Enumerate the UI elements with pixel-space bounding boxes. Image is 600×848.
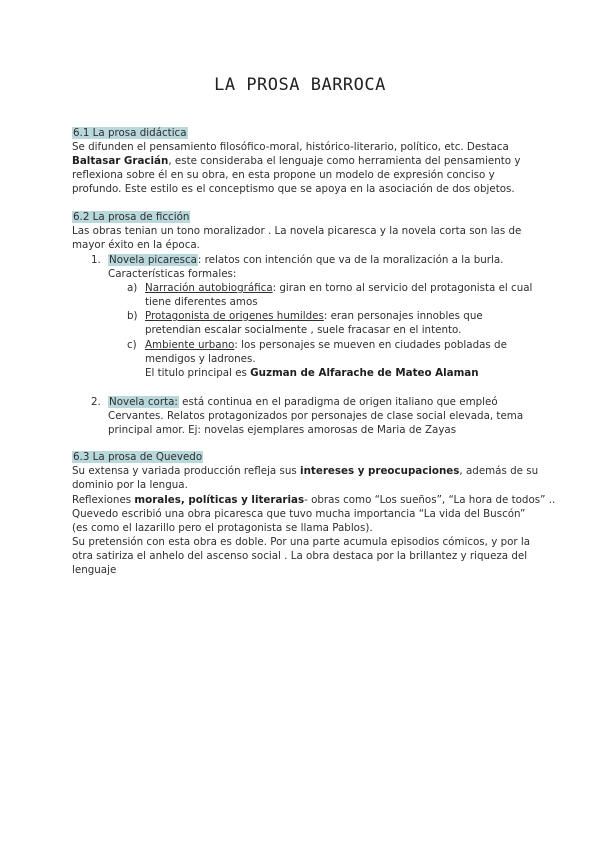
list-number: 2. [91, 396, 101, 408]
book-title: Guzman de Alfarache de Mateo Alaman [250, 367, 479, 379]
sublist-item: Ambiente urbano: los personajes se mueven en ciudades pobladas de [145, 339, 507, 351]
paragraph-line: dominio por la lengua. [72, 479, 188, 491]
paragraph-line: (es como el lazarillo pero el protagonista se llama Pablos). [72, 522, 373, 534]
document-title: LA PROSA BARROCA [214, 75, 386, 95]
sublist-item: Narración autobiográfica: giran en torno al servicio del protagonista el cual [145, 282, 533, 294]
paragraph-line: mayor éxito en la época. [72, 239, 200, 251]
paragraph-line: Baltasar Gracián, este consideraba el lenguaje como herramienta del pensamiento y [72, 155, 521, 167]
section-heading-6-1: 6.1 La prosa didáctica [73, 127, 187, 139]
sublist-item-line: mendigos y ladrones. [145, 353, 256, 365]
paragraph-line: Su extensa y variada producción refleja sus intereses y preocupaciones, además de su [72, 465, 539, 477]
list-item-line: Cervantes. Relatos protagonizados por personajes de clase social elevada, tema [108, 410, 524, 422]
sublist-item: Protagonista de origenes humildes: eran personajes innobles que [145, 310, 483, 322]
paragraph-line: lenguaje [72, 564, 117, 576]
list-item-line: Características formales: [108, 268, 237, 280]
sublist-item-line: pretendian escalar socialmente , suele fracasar en el intento. [145, 324, 462, 336]
paragraph-line: profundo. Este estilo es el conceptismo que se apoya en la asociación de dos objetos. [72, 183, 515, 195]
paragraph-line: otra satiriza el anhelo del ascenso social . La obra destaca por la brillantez y riqueza del [72, 550, 528, 562]
paragraph-line: Se difunden el pensamiento filosófico-moral, histórico-literario, político, etc. Destaca [72, 141, 509, 153]
paragraph-line: Su pretensión con esta obra es doble. Por una parte acumula episodios cómicos, y por la [72, 536, 531, 548]
sublist-marker: b) [127, 310, 138, 322]
sublist-marker: a) [127, 282, 138, 294]
section-heading-6-3: 6.3 La prosa de Quevedo [73, 451, 203, 463]
author-name: Baltasar Gracián [72, 155, 169, 167]
list-number: 1. [91, 254, 101, 266]
paragraph-line: Reflexiones morales, políticas y literarias- obras como “Los sueños”, “La hora de todos” .. [72, 494, 556, 506]
sublist-marker: c) [127, 339, 137, 351]
list-item: Novela picaresca: relatos con intención que va de la moralización a la burla. [109, 254, 504, 266]
sublist-item-line: tiene diferentes amos [145, 296, 258, 308]
paragraph-line: Quevedo escribió una obra picaresca que tuvo mucha importancia “La vida del Buscón” [72, 508, 526, 520]
list-item: Novela corta: está continua en el paradigma de origen italiano que empleó [109, 396, 498, 408]
paragraph-line: reflexiona sobre él en su obra, en esta propone un modelo de expresión conciso y [72, 169, 495, 181]
sublist-item-line: El titulo principal es Guzman de Alfarache de Mateo Alaman [145, 367, 479, 379]
section-heading-6-2: 6.2 La prosa de ficción [73, 211, 190, 223]
list-item-line: principal amor. Ej: novelas ejemplares amorosas de Maria de Zayas [108, 424, 457, 436]
paragraph-line: Las obras tenian un tono moralizador . La novela picaresca y la novela corta son las de [72, 225, 522, 237]
